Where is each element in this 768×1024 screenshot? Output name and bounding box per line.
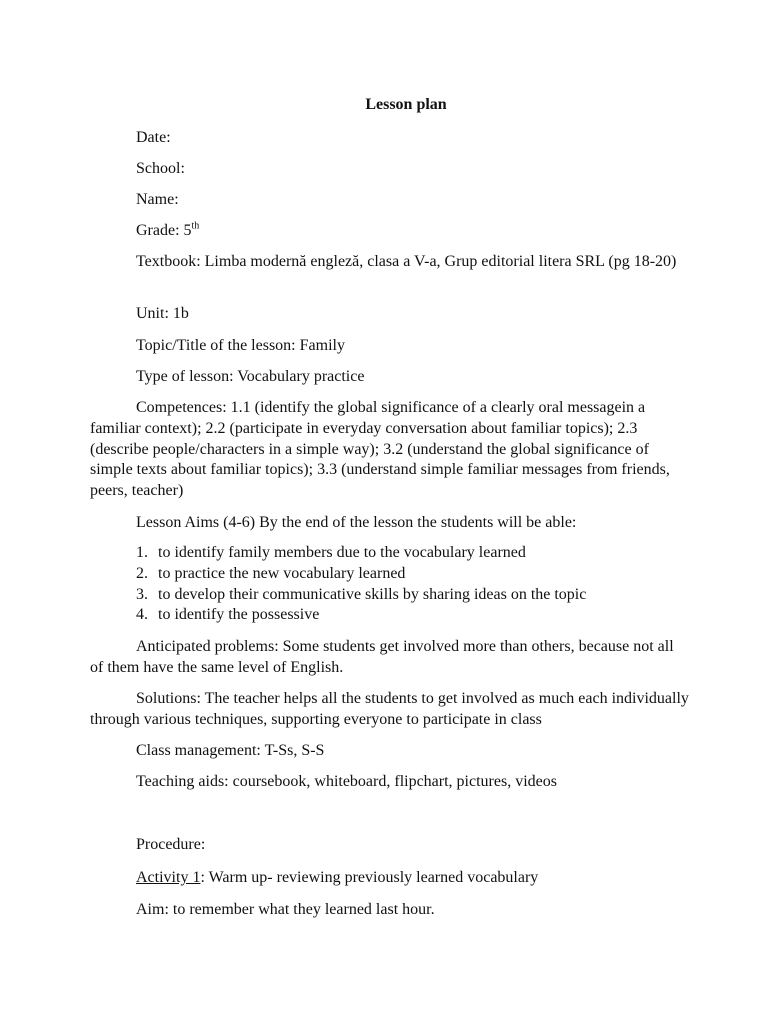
activity-1-text: : Warm up- reviewing previously learned vocabulary (200, 869, 539, 886)
date-line: Date: (136, 129, 171, 146)
list-number: 1. (136, 544, 148, 561)
grade-superscript: th (191, 220, 200, 232)
list-text: to practice the new vocabulary learned (158, 564, 406, 582)
activity-1-label: Activity 1 (136, 869, 201, 886)
aims-list (136, 543, 586, 626)
grade-line (136, 221, 199, 241)
list-number: 2. (136, 564, 148, 582)
unit-line: Unit: 1b (136, 305, 189, 322)
list-number: 4. (136, 606, 148, 624)
list-text: to identify the possessive (158, 606, 320, 624)
class-management-line: Class management: T-Ss, S-S (136, 742, 325, 759)
list-item (136, 605, 586, 626)
textbook-paragraph: Textbook: Limba modernă engleză, clasa a V-a, Grup editorial litera SRL (pg 18-20) (136, 253, 677, 270)
list-number: 3. (136, 585, 148, 603)
procedure-heading: Procedure: (136, 836, 206, 853)
school-line: School: (136, 160, 185, 177)
solutions-paragraph: Solutions: The teacher helps all the students to get involved as much each individually through various techniques, supporting everyone to participate in class (90, 690, 689, 728)
name-line: Name: (136, 191, 179, 208)
list-item (136, 543, 586, 564)
grade-text: Grade: 5 (136, 222, 192, 239)
type-line: Type of lesson: Vocabulary practice (136, 368, 365, 385)
competences-paragraph: Competences: 1.1 (identify the global significance of a clearly oral messagein a familiar context); 2.2 (participate in everyday conversation about familiar topics); 2.3 (describe people/characters in a simple way); 3.2 (understand the global significance of simple texts about familiar topics); 3.3 (understand simple familiar messages from friends, peers, teacher) (90, 399, 670, 500)
activity-1-line (136, 868, 538, 888)
aim-line: Aim: to remember what they learned last hour. (136, 901, 435, 918)
problems-paragraph: Anticipated problems: Some students get involved more than others, because not all of them have the same level of English. (90, 638, 674, 676)
list-item (136, 585, 586, 606)
topic-line: Topic/Title of the lesson: Family (136, 337, 345, 354)
list-text: to develop their communicative skills by sharing ideas on the topic (158, 585, 587, 603)
aims-intro: Lesson Aims (4-6) By the end of the lesson the students will be able: (136, 514, 577, 531)
teaching-aids-line: Teaching aids: coursebook, whiteboard, flipchart, pictures, videos (136, 773, 557, 790)
document-title: Lesson plan (365, 96, 447, 113)
list-item (136, 564, 586, 585)
list-text: to identify family members due to the vocabulary learned (158, 544, 526, 561)
